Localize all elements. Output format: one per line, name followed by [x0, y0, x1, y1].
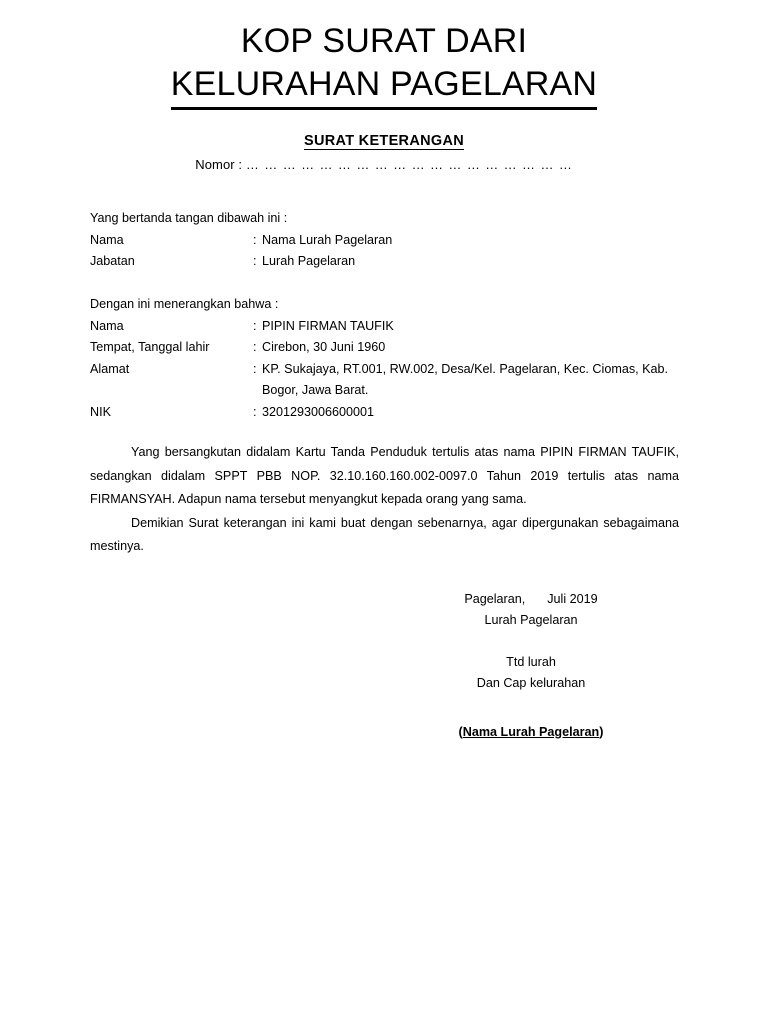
letterhead-line-2-wrap	[0, 63, 768, 110]
signature-name-close-paren: )	[599, 724, 604, 739]
signature-position: Lurah Pagelaran	[484, 613, 578, 627]
letterhead	[0, 0, 768, 110]
field-colon: :	[253, 361, 257, 376]
subject-field-value-nik: 3201293006600001	[262, 404, 375, 419]
document-number-dots: … … … … … … … … … … … … … … … … … …	[245, 157, 573, 172]
subject-field-value-alamat: KP. Sukajaya, RT.001, RW.002, Desa/Kel. Pagelaran, Kec. Ciomas, Kab. Bogor, Jawa Barat.	[262, 361, 669, 397]
paragraph-2: Demikian Surat keterangan ini kami buat dengan sebenarnya, agar dipergunakan sebagaimana mestinya.	[90, 515, 679, 553]
table-row	[90, 359, 679, 402]
signature-name: Nama Lurah Pagelaran	[462, 724, 600, 739]
paragraph-1: Yang bersangkutan didalam Kartu Tanda Penduduk tertulis atas nama PIPIN FIRMAN TAUFIK, sedangkan didalam SPPT PBB NOP. 32.10.160.160.002-0097.0 Tahun 2019 tertulis atas nama FIRMANSYAH. Adapun nama tersebut menyangkut kepada orang yang sama.	[90, 445, 679, 506]
table-row	[90, 251, 679, 273]
document-number-label: Nomor :	[195, 157, 243, 172]
signer-field-label-jabatan: Jabatan	[90, 254, 135, 268]
subject-field-value-nama: PIPIN FIRMAN TAUFIK	[262, 318, 394, 333]
subject-field-table	[90, 316, 679, 424]
subject-field-label-alamat: Alamat	[90, 361, 130, 376]
signature-place-date	[383, 589, 679, 611]
letterhead-line-2: KELURAHAN PAGELARAN	[171, 63, 597, 110]
field-colon: :	[253, 254, 257, 268]
field-colon: :	[253, 340, 257, 354]
signer-field-value-nama: Nama Lurah Pagelaran	[262, 232, 393, 247]
document-number-line	[0, 157, 768, 172]
subject-field-label-nama: Nama	[90, 318, 124, 333]
signature-name-line	[383, 722, 679, 744]
signer-field-value-jabatan: Lurah Pagelaran	[262, 254, 356, 268]
signature-block	[383, 589, 679, 744]
document-body	[90, 208, 679, 743]
table-row	[90, 402, 679, 424]
signer-field-table	[90, 230, 679, 273]
field-colon: :	[253, 404, 257, 419]
table-row	[90, 337, 679, 359]
signer-field-label-nama: Nama	[90, 232, 124, 247]
signature-stamp-line-1: Ttd lurah	[506, 654, 556, 669]
subject-field-label-tempat-tanggal-lahir: Tempat, Tanggal lahir	[90, 340, 210, 354]
signature-date: Juli 2019	[547, 591, 598, 606]
field-colon: :	[253, 318, 257, 333]
signature-spacer	[383, 632, 679, 652]
subject-field-label-nik: NIK	[90, 404, 111, 419]
table-row	[90, 316, 679, 338]
signature-place: Pagelaran,	[464, 591, 526, 606]
document-title-block	[0, 132, 768, 150]
letterhead-line-1: KOP SURAT DARI	[240, 22, 528, 60]
subject-field-value-tempat-tanggal-lahir: Cirebon, 30 Juni 1960	[262, 340, 386, 354]
signature-name-open-paren: (	[458, 724, 463, 739]
signature-stamp-line-2: Dan Cap kelurahan	[476, 676, 586, 690]
field-colon: :	[253, 232, 257, 247]
table-row	[90, 230, 679, 252]
signer-intro: Yang bertanda tangan dibawah ini :	[90, 211, 288, 225]
subject-intro: Dengan ini menerangkan bahwa :	[90, 297, 279, 311]
block-spacer	[90, 273, 679, 295]
document-title: SURAT KETERANGAN	[303, 133, 464, 149]
